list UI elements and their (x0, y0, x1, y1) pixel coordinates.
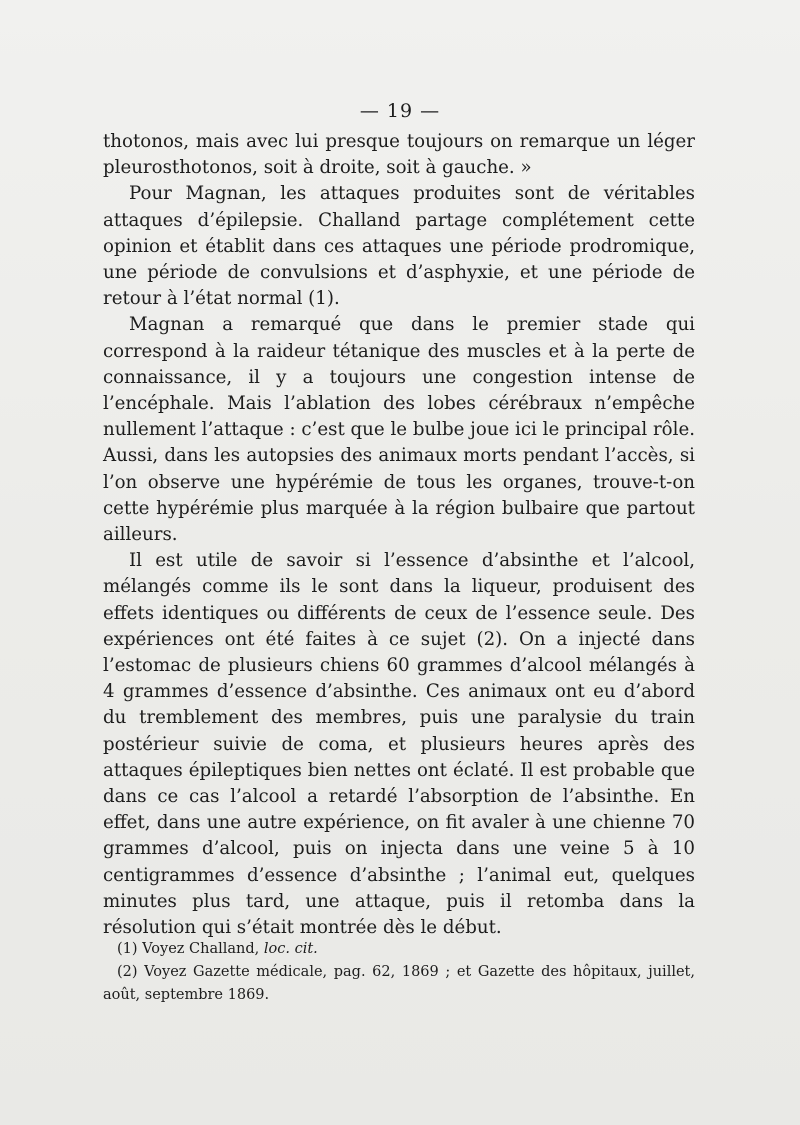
footnote-1 (103, 938, 695, 961)
footnote-2: (2) Voyez Gazette médicale, pag. 62, 1869 ; et Gazette des hôpitaux, juillet, août, septembre 1869. (103, 964, 695, 1003)
footnotes (103, 938, 695, 1007)
footnote-1-citation: loc. cit. (263, 941, 318, 957)
page-number: — 19 — (359, 100, 441, 122)
paragraph-alcohol-experiments: Il est utile de savoir si l’essence d’absinthe et l’alcool, mélangés comme ils le sont dans la liqueur, produisent des effets identiques ou différents de ceux de l’essence seule. Des expériences ont été faites à ce sujet (2). On a injecté dans l’estomac de plusieurs chiens 60 grammes d’alcool mélangés à 4 grammes d’essence d’absinthe. Ces animaux ont eu d’abord du tremblement des membres, puis une paralysie du train postérieur suivie de coma, et plusieurs heures après des attaques épileptiques bien nettes ont éclaté. Il est probable que dans ce cas l’alcool a retardé l’absorption de l’absinthe. En effet, dans une autre expérience, on fit avaler à une chienne 70 grammes d’alcool, puis on injecta dans une veine 5 à 10 centigrammes d’essence d’absinthe ; l’animal eut, quelques minutes plus tard, une attaque, puis il retomba dans la résolution qui s’était montrée dès le début. (103, 550, 695, 939)
paragraph-congestion: Magnan a remarqué que dans le premier stade qui correspond à la raideur tétanique des muscles et à la perte de connaissance, il y a toujours une congestion intense de l’encéphale. Mais l’ablation des lobes cérébraux n’empêche nullement l’attaque : c’est que le bulbe joue ici le principal rôle. Aussi, dans les autopsies des animaux morts pendant l’accès, si l’on observe une hypérémie de tous les organes, trouve-t-on cette hypérémie plus marquée à la région bulbaire que partout ailleurs. (103, 314, 695, 546)
footnote-1-text: (1) Voyez Challand, (117, 941, 264, 957)
paragraph-magnan-epilepsy: Pour Magnan, les attaques produites sont de véritables attaques d’épilepsie. Challand partage complétement cette opinion et établit dans ces attaques une période prodromique, une période de convulsions et d’asphyxie, et une période de retour à l’état normal (1). (103, 183, 695, 310)
paragraph-continuation: thotonos, mais avec lui presque toujours on remarque un léger pleurosthotonos, soit à droite, soit à gauche. » (103, 131, 695, 179)
body-text (103, 129, 695, 941)
